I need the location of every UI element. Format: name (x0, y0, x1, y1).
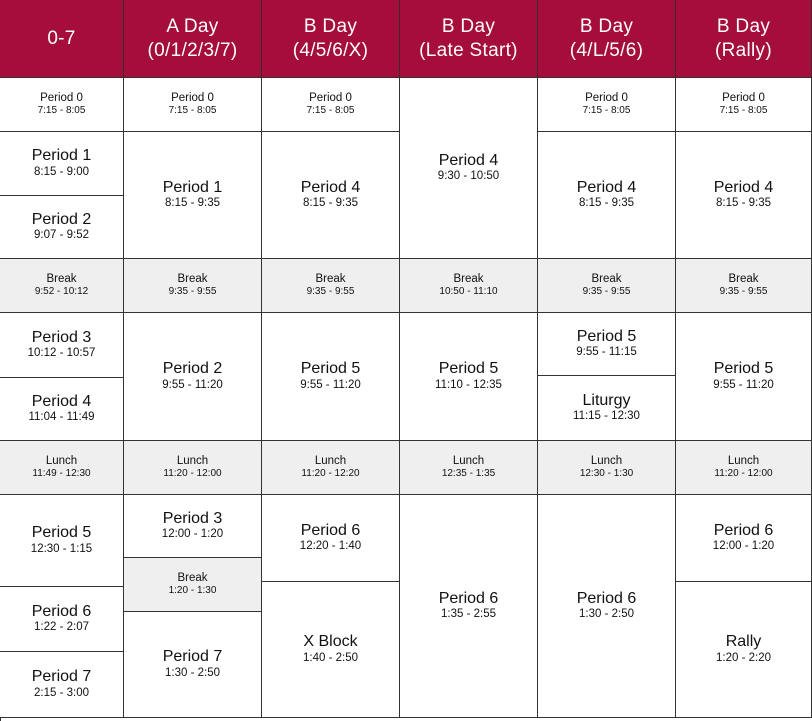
period-time: 9:30 - 10:50 (437, 170, 500, 183)
schedule-cell-break (0, 259, 124, 313)
period-name: Break (177, 571, 208, 584)
schedule-cell-period-4 (400, 78, 538, 259)
period-name: Lunch (176, 454, 209, 467)
period-time: 12:30 - 1:30 (579, 468, 634, 480)
schedule-cell-liturgy (538, 376, 676, 441)
column-header (676, 0, 812, 78)
schedule-cell-period-7 (124, 612, 262, 718)
schedule-cell-period-7 (0, 652, 124, 718)
period-name: Period 5 (438, 360, 499, 378)
period-time: 8:15 - 9:35 (716, 197, 771, 210)
period-name: Period 4 (576, 178, 637, 196)
column-title: B Day (441, 15, 496, 37)
period-name: Period 4 (713, 178, 774, 196)
period-name: Period 2 (162, 360, 223, 378)
period-time: 11:04 - 11:49 (28, 411, 95, 424)
schedule-cell-period-0 (676, 78, 812, 132)
period-time: 9:55 - 11:20 (300, 378, 361, 391)
period-time: 9:07 - 9:52 (34, 229, 89, 242)
column-subtitle: (4/L/5/6) (569, 39, 644, 61)
schedule-cell-period-6 (400, 495, 538, 718)
period-name: Period 3 (31, 328, 92, 346)
schedule-cell-lunch (124, 441, 262, 495)
period-time: 8:15 - 9:35 (579, 197, 634, 210)
schedule-cell-period-5 (538, 313, 676, 376)
period-name: Lunch (314, 454, 347, 467)
period-name: Break (177, 272, 208, 285)
column-header (538, 0, 676, 78)
period-name: Period 5 (713, 360, 774, 378)
period-name: Period 5 (576, 327, 637, 345)
period-name: Period 4 (438, 151, 499, 169)
period-time: 8:15 - 9:35 (303, 197, 358, 210)
period-time: 1:35 - 2:55 (441, 608, 496, 621)
schedule-cell-period-0 (538, 78, 676, 132)
column-header (124, 0, 262, 78)
period-time: 7:15 - 8:05 (306, 105, 355, 117)
schedule-cell-period-2 (124, 313, 262, 441)
period-name: Rally (725, 633, 762, 651)
period-name: Liturgy (582, 391, 631, 409)
column-title: 0-7 (47, 27, 76, 49)
schedule-cell-period-0 (262, 78, 400, 132)
schedule-cell-period-4 (0, 378, 124, 441)
period-time: 10:12 - 10:57 (27, 347, 96, 360)
column-header (0, 0, 124, 78)
period-time: 1:20 - 2:20 (716, 651, 771, 664)
schedule-cell-break (124, 259, 262, 313)
schedule-cell-break (538, 259, 676, 313)
period-name: Period 0 (585, 91, 628, 104)
period-name: Period 7 (162, 648, 223, 666)
period-name: Period 3 (162, 509, 223, 527)
column-title: B Day (716, 15, 771, 37)
schedule-cell-period-5 (676, 313, 812, 441)
period-time: 11:20 - 12:20 (301, 468, 360, 480)
period-time: 11:20 - 12:00 (714, 468, 773, 480)
schedule-cell-rally (676, 582, 812, 718)
schedule-cell-period-4 (676, 132, 812, 259)
schedule-cell-lunch (262, 441, 400, 495)
period-time: 7:15 - 8:05 (168, 105, 217, 117)
schedule-cell-period-6 (262, 495, 400, 582)
period-name: Period 6 (713, 521, 774, 539)
schedule-cell-x-block (262, 582, 400, 718)
period-time: 11:10 - 12:35 (435, 378, 502, 391)
schedule-cell-period-2 (0, 196, 124, 259)
schedule-cell-period-6 (676, 495, 812, 582)
column-header (262, 0, 400, 78)
schedule-cell-break (262, 259, 400, 313)
period-time: 9:35 - 9:55 (306, 286, 355, 298)
period-name: Period 0 (309, 91, 352, 104)
schedule-cell-period-5 (400, 313, 538, 441)
period-time: 7:15 - 8:05 (719, 105, 768, 117)
schedule-cell-lunch (0, 441, 124, 495)
period-name: Lunch (452, 454, 485, 467)
period-name: Period 4 (300, 178, 361, 196)
period-time: 12:00 - 1:20 (712, 540, 775, 553)
period-time: 1:20 - 1:30 (168, 585, 217, 597)
column-subtitle: (0/1/2/3/7) (147, 39, 238, 61)
period-name: Period 6 (576, 589, 637, 607)
period-name: Period 7 (31, 668, 92, 686)
schedule-cell-break (124, 558, 262, 612)
period-name: Break (591, 272, 622, 285)
schedule-cell-period-4 (262, 132, 400, 259)
period-name: Period 4 (31, 392, 92, 410)
schedule-cell-period-6 (538, 495, 676, 718)
period-name: Lunch (45, 454, 78, 467)
period-time: 8:15 - 9:00 (34, 165, 89, 178)
period-name: Lunch (590, 454, 623, 467)
period-name: Period 6 (438, 589, 499, 607)
schedule-cell-period-0 (0, 78, 124, 132)
period-name: Period 0 (722, 91, 765, 104)
schedule-cell-period-1 (124, 132, 262, 259)
schedule-cell-period-3 (124, 495, 262, 558)
schedule-cell-lunch (400, 441, 538, 495)
period-time: 10:50 - 11:10 (439, 286, 498, 298)
schedule-cell-period-3 (0, 313, 124, 378)
period-name: Break (315, 272, 346, 285)
period-time: 9:55 - 11:20 (713, 378, 774, 391)
period-time: 12:20 - 1:40 (299, 540, 362, 553)
period-time: 9:55 - 11:20 (162, 378, 223, 391)
period-time: 1:30 - 2:50 (165, 666, 220, 679)
column-subtitle: (4/5/6/X) (292, 39, 369, 61)
period-name: Lunch (727, 454, 760, 467)
period-name: Period 6 (300, 521, 361, 539)
schedule-cell-lunch (676, 441, 812, 495)
column-title: B Day (579, 15, 634, 37)
period-time: 12:35 - 1:35 (441, 468, 496, 480)
column-subtitle: (Late Start) (419, 39, 518, 61)
period-time: 12:30 - 1:15 (30, 542, 93, 555)
column-header (400, 0, 538, 78)
schedule-cell-break (400, 259, 538, 313)
period-name: Break (453, 272, 484, 285)
period-time: 7:15 - 8:05 (37, 105, 86, 117)
period-name: Break (46, 272, 77, 285)
column-title: B Day (303, 15, 358, 37)
column-subtitle: (Rally) (715, 39, 772, 61)
period-time: 11:15 - 12:30 (573, 410, 640, 423)
period-time: 7:15 - 8:05 (582, 105, 631, 117)
period-time: 9:35 - 9:55 (582, 286, 631, 298)
schedule-cell-break (676, 259, 812, 313)
schedule-cell-period-5 (262, 313, 400, 441)
period-time: 1:30 - 2:50 (579, 608, 634, 621)
period-time: 1:22 - 2:07 (34, 621, 89, 634)
schedule-cell-period-1 (0, 132, 124, 196)
column-title: A Day (166, 15, 219, 37)
schedule-cell-period-5 (0, 495, 124, 587)
schedule-cell-lunch (538, 441, 676, 495)
period-name: Period 6 (31, 602, 92, 620)
period-name: Period 1 (31, 147, 92, 165)
period-time: 11:20 - 12:00 (163, 468, 222, 480)
schedule-cell-period-6 (0, 587, 124, 652)
period-time: 9:55 - 11:15 (576, 346, 637, 359)
period-name: Period 5 (300, 360, 361, 378)
period-time: 9:35 - 9:55 (168, 286, 217, 298)
schedule-cell-period-4 (538, 132, 676, 259)
period-name: Period 1 (162, 178, 223, 196)
period-time: 11:49 - 12:30 (32, 468, 91, 480)
period-name: Period 0 (171, 91, 214, 104)
period-time: 8:15 - 9:35 (165, 197, 220, 210)
period-time: 9:52 - 10:12 (34, 286, 89, 298)
period-name: X Block (303, 633, 358, 651)
period-name: Period 0 (40, 91, 83, 104)
period-time: 12:00 - 1:20 (161, 528, 224, 541)
period-name: Break (728, 272, 759, 285)
period-name: Period 5 (31, 524, 92, 542)
period-time: 9:35 - 9:55 (719, 286, 768, 298)
period-time: 2:15 - 3:00 (34, 686, 89, 699)
schedule-cell-period-0 (124, 78, 262, 132)
period-time: 1:40 - 2:50 (303, 651, 358, 664)
period-name: Period 2 (31, 210, 92, 228)
